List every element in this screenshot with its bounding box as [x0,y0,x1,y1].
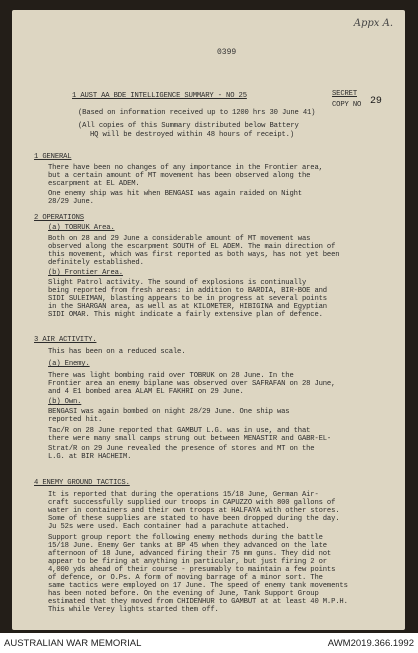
body-text-line: this movement, which was first reported as both ways, has not yet been [48,251,340,259]
secret-label: SECRET [332,90,357,98]
body-text-line: afternoon of 18 June, advanced firing their 75 mm guns. They did not [48,550,332,558]
body-text-line: (Based on information received up to 1200 hrs 30 June 41) [78,109,316,117]
body-text-line: reported hit. [48,416,103,424]
body-text-line: craft successfully supplied our troops in CAPUZZO with 800 gallons of [48,499,336,507]
body-text-line: HQ will be destroyed within 48 hours of receipt.) [90,131,294,139]
body-text-line: (All copies of this Summary distributed below Battery [78,122,299,130]
body-text-line: has been noted before. On the evening of June, Tank Support Group [48,590,319,598]
section-heading: 4 ENEMY GROUND TACTICS. [34,479,130,487]
body-text-line: estimated that they moved from CHIDENHUR to GAMBUT at at least 40 M.P.H. [48,598,348,606]
body-text-line: 15/18 June. Enemy Ger tanks at BP 45 when they advanced on the late [48,542,327,550]
body-text-line: in the SHARGAN area, as well as at KILOMETER, HIBIGINA and Egyptian [48,303,327,311]
document-number: 0399 [217,48,237,57]
body-text-line: appear to be firing at anything in particular, but just firing 2 or [48,558,327,566]
body-text-line: Ju 52s were used. Each container had a parachute attached. [48,523,290,531]
body-text-line: There have been no changes of any importance in the Frontier area, [48,164,323,172]
body-text-line: Slight Patrol activity. The sound of explosions is continually [48,279,307,287]
body-text-line: and 4 E1 bombed area ALAM EL FAKHRI on 29 June. [48,388,244,396]
body-text-line: It is reported that during the operations 15/18 June, German Air- [48,491,319,499]
body-text-line: There was light bombing raid over TOBRUK on 28 June. In the [48,372,294,380]
body-text-line: 28/29 June. [48,198,94,206]
body-text-line: escarpment at EL ADEM. [48,180,140,188]
body-text-line: SIDI SULEIMAN, blasting appears to be in progress at several points [48,295,327,303]
body-text-line: Tac/R on 28 June reported that GAMBUT L.G. was in use, and that [48,427,311,435]
handwritten-annotation: Appx A. [353,18,393,29]
body-text-line: Some of these supplies are stated to have been dropped during the day. [48,515,340,523]
body-text-line: This while Verey lights started them off. [48,606,219,614]
section-heading: (a) TOBRUK Area. [48,224,115,232]
body-text-line: Support group report the following enemy methods during the battle [48,534,323,542]
section-heading: 2 OPERATIONS [34,214,84,222]
body-text-line: but a certain amount of MT movement has been observed along the [48,172,311,180]
body-text-line: being reported from fresh areas: in addition to BARDIA, BIR-BOE and [48,287,327,295]
body-text-line: observed along the escarpment SOUTH of EL ADEM. The main direction of [48,243,336,251]
section-heading: 3 AIR ACTIVITY. [34,336,97,344]
body-text-line: Strat/R on 29 June revealed the presence of stores and MT on the [48,445,315,453]
section-heading: (b) Frontier Area. [48,269,123,277]
body-text-line: same tactics were employed on 17 June. The speed of enemy tank movements [48,582,348,590]
body-text-line: definitely established. [48,259,144,267]
section-heading: (a) Enemy. [48,360,90,368]
section-heading: 1 GENERAL [34,153,72,161]
section-heading: (b) Own. [48,398,82,406]
footer-accession-number: AWM2019.366.1992 [327,638,414,649]
body-text-line: water in containers and their own troops at HALFAYA with other stores. [48,507,340,515]
copy-number: 29 [370,96,382,107]
body-text-line: L.G. at BIR HACHEIM. [48,453,132,461]
footer-institution: AUSTRALIAN WAR MEMORIAL [4,638,142,649]
body-text-line: Frontier area an enemy biplane was observed over SAFRAFAN on 28 June, [48,380,336,388]
body-text-line: 4,000 yds ahead of their course - presumably to maintain a few points [48,566,336,574]
body-text-line: Both on 28 and 29 June a considerable amount of MT movement was [48,235,311,243]
document-page [12,10,405,630]
body-text-line: BENGASI was again bombed on night 28/29 June. One ship was [48,408,290,416]
body-text-line: there were many small camps strung out between MENASTIR and GABR-EL- [48,435,332,443]
copy-label: COPY NO [332,101,362,109]
footer-bar [0,633,418,653]
body-text-line: SIDI OMAR. This might indicate a fairly extensive plan of defence. [48,311,323,319]
body-text-line: This has been on a reduced scale. [48,348,186,356]
body-text-line: of defence, or O.Ps. A form of moving barrage of a minor sort. The [48,574,323,582]
body-text-line: One enemy ship was hit when BENGASI was again raided on Night [48,190,302,198]
summary-title: 1 AUST AA BDE INTELLIGENCE SUMMARY - NO 25 [72,92,247,100]
